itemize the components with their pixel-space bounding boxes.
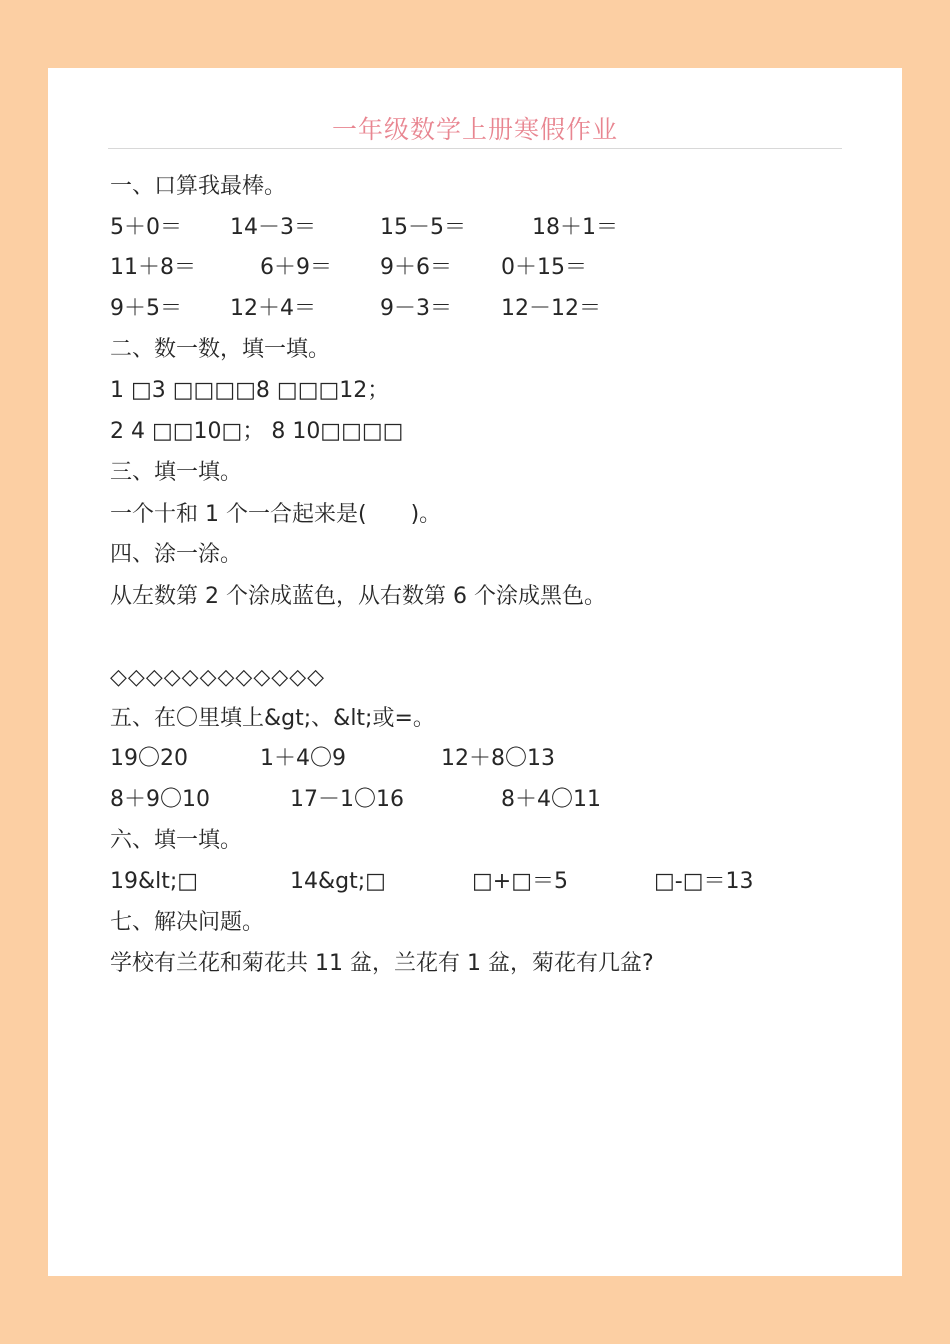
worksheet-title: 一年级数学上册寒假作业 xyxy=(331,115,618,144)
section-5-heading: 五、在〇里填上&gt;、&lt;或=。 xyxy=(110,706,435,731)
arithmetic-item: 9－3＝ xyxy=(380,296,452,321)
section-6-heading: 六、填一填。 xyxy=(110,828,243,853)
arithmetic-item: 5＋0＝ xyxy=(110,215,182,240)
arithmetic-item: 15－5＝ xyxy=(380,215,466,240)
comparison-item: 19〇20 xyxy=(110,746,188,771)
fill-in-question: 一个十和 1 个一合起来是( )。 xyxy=(110,502,442,527)
fill-item: □-□＝13 xyxy=(654,869,754,894)
fill-item: 19&lt;□ xyxy=(110,869,199,894)
comparison-item: 1＋4〇9 xyxy=(260,746,346,771)
title-divider xyxy=(108,148,842,149)
number-sequence-1: 1 □3 □□□□8 □□□12； xyxy=(110,378,390,403)
fill-item: 14&gt;□ xyxy=(290,869,386,894)
section-4-heading: 四、涂一涂。 xyxy=(110,542,243,567)
section-7-heading: 七、解决问题。 xyxy=(110,910,265,935)
section-1-heading: 一、口算我最棒。 xyxy=(110,174,287,199)
fill-item: □+□＝5 xyxy=(472,869,569,894)
arithmetic-row-2 xyxy=(110,251,850,285)
comparison-row-1 xyxy=(110,742,850,776)
coloring-instruction: 从左数第 2 个涂成蓝色，从右数第 6 个涂成黑色。 xyxy=(110,584,606,609)
arithmetic-item: 11＋8＝ xyxy=(110,255,196,280)
arithmetic-row-1 xyxy=(110,211,850,245)
word-problem: 学校有兰花和菊花共 11 盆，兰花有 1 盆，菊花有几盆? xyxy=(110,951,654,976)
comparison-item: 8＋4〇11 xyxy=(501,787,601,812)
comparison-item: 8＋9〇10 xyxy=(110,787,210,812)
comparison-item: 17－1〇16 xyxy=(290,787,404,812)
arithmetic-row-3 xyxy=(110,292,850,326)
arithmetic-item: 0＋15＝ xyxy=(501,255,587,280)
arithmetic-item: 9＋6＝ xyxy=(380,255,452,280)
arithmetic-item: 18＋1＝ xyxy=(532,215,618,240)
arithmetic-item: 12－12＝ xyxy=(501,296,601,321)
number-sequence-2: 2 4 □□10□； 8 10□□□□ xyxy=(110,419,404,444)
section-2-heading: 二、数一数，填一填。 xyxy=(110,337,331,362)
comparison-row-2 xyxy=(110,783,850,817)
arithmetic-item: 9＋5＝ xyxy=(110,296,182,321)
arithmetic-item: 12＋4＝ xyxy=(230,296,316,321)
arithmetic-item: 14－3＝ xyxy=(230,215,316,240)
comparison-item: 12＋8〇13 xyxy=(441,746,555,771)
section-3-heading: 三、填一填。 xyxy=(110,460,243,485)
fill-row xyxy=(110,865,850,899)
diamond-row: ◇◇◇◇◇◇◇◇◇◇◇◇ xyxy=(110,665,326,690)
arithmetic-item: 6＋9＝ xyxy=(260,255,332,280)
